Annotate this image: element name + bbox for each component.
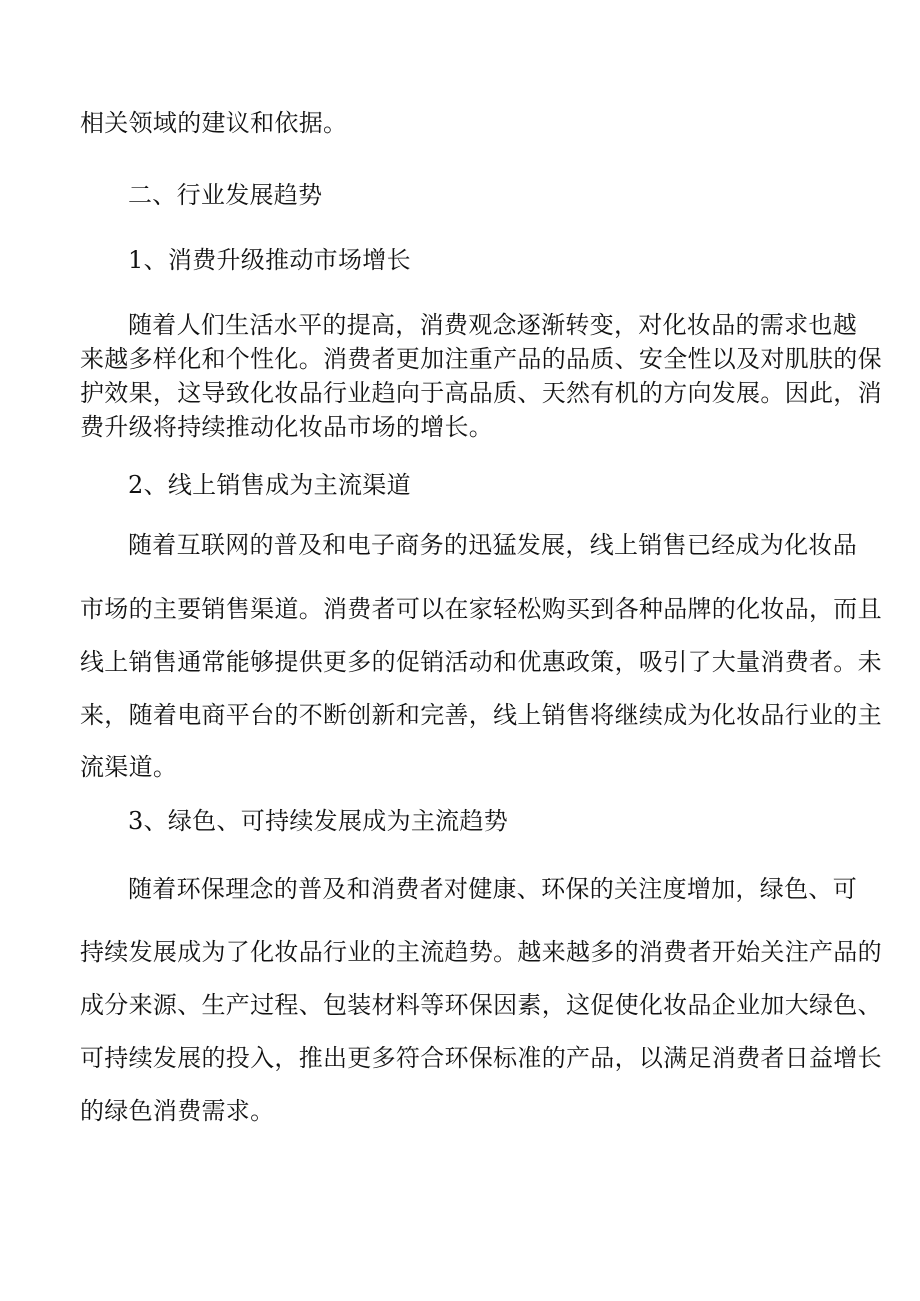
- paragraph-line: 来，随着电商平台的不断创新和完善，线上销售将继续成为化妆品行业的主: [80, 701, 882, 729]
- paragraph-line: 相关领域的建议和依据。: [80, 109, 348, 137]
- paragraph-line: 市场的主要销售渠道。消费者可以在家轻松购买到各种品牌的化妆品，而且: [80, 595, 882, 623]
- paragraph-line: 可持续发展的投入，推出更多符合环保标准的产品，以满足消费者日益增长: [80, 1044, 882, 1072]
- paragraph-line: 成分来源、生产过程、包装材料等环保因素，这促使化妆品企业加大绿色、: [80, 991, 882, 1019]
- paragraph-line: 持续发展成为了化妆品行业的主流趋势。越来越多的消费者开始关注产品的: [80, 938, 882, 966]
- paragraph-line: 护效果，这导致化妆品行业趋向于高品质、天然有机的方向发展。因此，消: [80, 379, 882, 407]
- section-heading: 二、行业发展趋势: [128, 181, 323, 209]
- paragraph-line: 随着互联网的普及和电子商务的迅猛发展，线上销售已经成为化妆品: [128, 531, 857, 559]
- subsection-heading: 1、消费升级推动市场增长: [128, 246, 411, 274]
- paragraph-line: 的绿色消费需求。: [80, 1097, 275, 1125]
- paragraph-line: 随着环保理念的普及和消费者对健康、环保的关注度增加，绿色、可: [128, 875, 857, 903]
- paragraph-line: 费升级将持续推动化妆品市场的增长。: [80, 413, 494, 441]
- paragraph-line: 来越多样化和个性化。消费者更加注重产品的品质、安全性以及对肌肤的保: [80, 345, 882, 373]
- paragraph-line: 随着人们生活水平的提高，消费观念逐渐转变，对化妆品的需求也越: [128, 311, 857, 339]
- subsection-heading: 3、绿色、可持续发展成为主流趋势: [128, 807, 509, 835]
- paragraph-line: 流渠道。: [80, 753, 178, 781]
- paragraph-line: 线上销售通常能够提供更多的促销活动和优惠政策，吸引了大量消费者。未: [80, 648, 882, 676]
- subsection-heading: 2、线上销售成为主流渠道: [128, 471, 411, 499]
